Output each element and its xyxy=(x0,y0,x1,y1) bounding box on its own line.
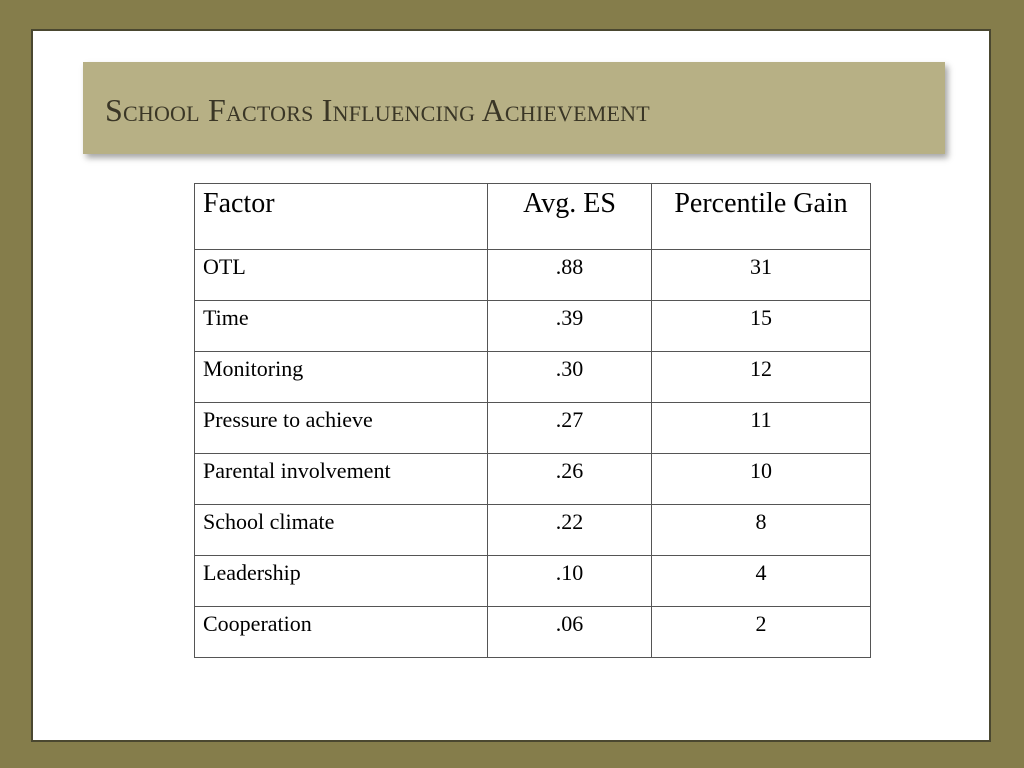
slide-title: School Factors Influencing Achievement xyxy=(105,92,650,128)
factors-table xyxy=(194,183,871,658)
factor-cell: OTL xyxy=(195,250,488,301)
percentile-gain-cell: 11 xyxy=(652,403,871,454)
factor-cell: Pressure to achieve xyxy=(195,403,488,454)
percentile-gain-cell: 10 xyxy=(652,454,871,505)
percentile-gain-cell: 12 xyxy=(652,352,871,403)
table-header-row xyxy=(195,184,871,250)
avg-es-cell: .39 xyxy=(488,301,652,352)
avg-es-cell: .27 xyxy=(488,403,652,454)
percentile-gain-cell: 31 xyxy=(652,250,871,301)
table-row xyxy=(195,556,871,607)
factor-cell: Time xyxy=(195,301,488,352)
percentile-gain-cell: 4 xyxy=(652,556,871,607)
percentile-gain-cell: 8 xyxy=(652,505,871,556)
table-row xyxy=(195,250,871,301)
factor-cell: Leadership xyxy=(195,556,488,607)
avg-es-cell: .30 xyxy=(488,352,652,403)
table-row xyxy=(195,607,871,658)
header-avg-es: Avg. ES xyxy=(488,184,652,250)
factor-cell: School climate xyxy=(195,505,488,556)
header-percentile-gain: Percentile Gain xyxy=(652,184,871,250)
table-row xyxy=(195,301,871,352)
avg-es-cell: .10 xyxy=(488,556,652,607)
percentile-gain-cell: 2 xyxy=(652,607,871,658)
factor-cell: Monitoring xyxy=(195,352,488,403)
factor-cell: Parental involvement xyxy=(195,454,488,505)
avg-es-cell: .22 xyxy=(488,505,652,556)
avg-es-cell: .06 xyxy=(488,607,652,658)
table-row xyxy=(195,352,871,403)
avg-es-cell: .26 xyxy=(488,454,652,505)
table-row xyxy=(195,505,871,556)
header-factor: Factor xyxy=(195,184,488,250)
percentile-gain-cell: 15 xyxy=(652,301,871,352)
factor-cell: Cooperation xyxy=(195,607,488,658)
title-bar xyxy=(83,62,945,154)
slide xyxy=(31,29,991,742)
avg-es-cell: .88 xyxy=(488,250,652,301)
table-row xyxy=(195,454,871,505)
table-row xyxy=(195,403,871,454)
